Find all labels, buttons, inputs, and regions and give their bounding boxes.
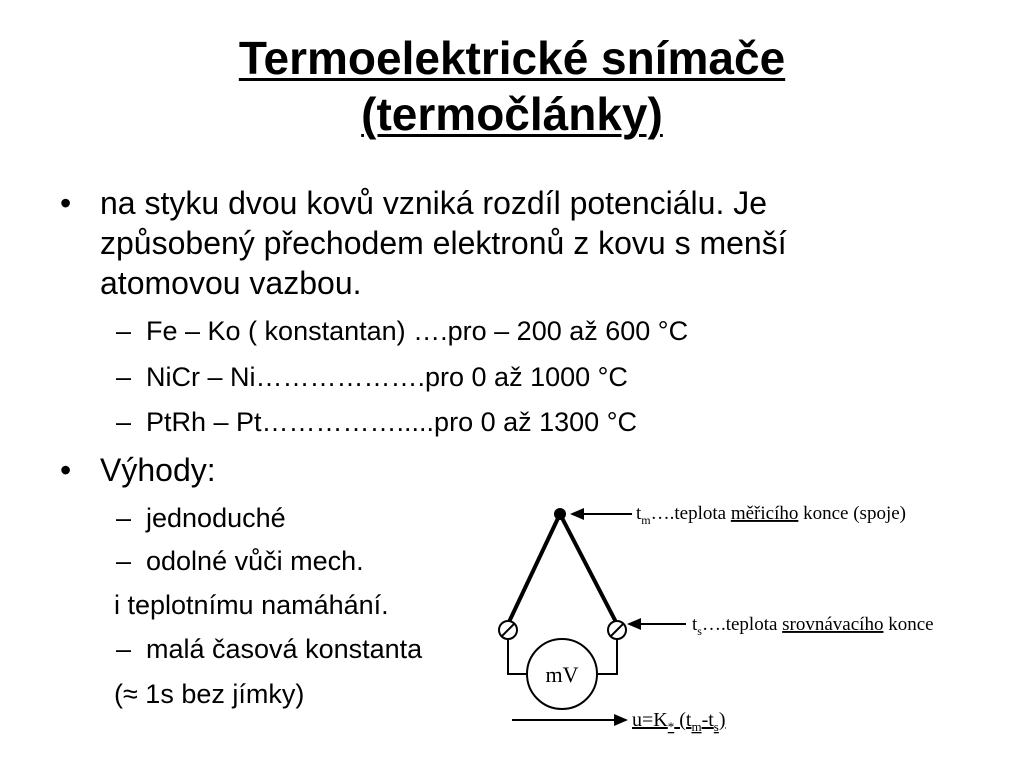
sub-bullet-nicr-ni bbox=[116, 360, 628, 394]
dash-marker: – bbox=[116, 362, 132, 392]
bullet-dot: • bbox=[60, 185, 72, 221]
advantage-simple: jednoduché bbox=[146, 503, 286, 533]
bullet-advantages bbox=[60, 450, 216, 490]
slide-title bbox=[0, 30, 1024, 142]
bullet-dot: • bbox=[60, 452, 72, 488]
sub-bullet-time-constant bbox=[116, 632, 423, 666]
advantage-resistant-continued: i teplotnímu namáhání. bbox=[114, 590, 389, 620]
advantages-label: Výhody: bbox=[100, 452, 216, 488]
advantage-time-constant-continued: (≈ 1s bez jímky) bbox=[114, 679, 305, 709]
arrow-ts-head bbox=[627, 618, 641, 630]
advantage-time-constant: malá časová konstanta bbox=[146, 634, 423, 664]
pair-ptrh-pt: PtRh – Pt…………….....pro 0 až 1300 °C bbox=[146, 407, 637, 437]
title-line-1: Termoelektrické snímače bbox=[238, 32, 786, 84]
wire-left bbox=[508, 514, 560, 624]
arrow-tm-head bbox=[570, 508, 584, 520]
dash-marker: – bbox=[116, 316, 132, 346]
dash-marker: – bbox=[116, 634, 132, 664]
pair-fe-ko: Fe – Ko ( konstantan) ….pro – 200 až 600 °C bbox=[146, 316, 689, 346]
bullet-intro bbox=[60, 183, 980, 303]
lead-left bbox=[508, 639, 527, 674]
label-ts: $t_s\dots.teplota$ srovnávacího konce bbox=[692, 614, 934, 638]
sub-bullet-resistant bbox=[116, 544, 364, 578]
pair-nicr-ni: NiCr – Ni……………….pro 0 až 1000 °C bbox=[146, 362, 628, 392]
dash-marker: – bbox=[116, 407, 132, 437]
sub-bullet-simple bbox=[116, 501, 286, 535]
thermocouple-diagram bbox=[480, 488, 1010, 748]
intro-line-1: na styku dvou kovů vzniká rozdíl potenciálu. Je bbox=[100, 185, 768, 221]
meter-label: mV bbox=[545, 662, 579, 687]
lead-right bbox=[598, 639, 617, 674]
formula: $u=K_*$ $(t_m-t_s)$ bbox=[632, 709, 726, 734]
intro-line-3: atomovou vazbou. bbox=[100, 265, 362, 301]
arrow-output-head bbox=[614, 714, 628, 726]
label-tm: $t_m\dots.teplota$ měřicího konce (spoje) bbox=[636, 503, 906, 527]
dash-marker: – bbox=[116, 546, 132, 576]
advantage-resistant: odolné vůči mech. bbox=[146, 546, 364, 576]
title-line-2: (termočlánky) bbox=[361, 88, 663, 140]
intro-line-2: způsobený přechodem elektronů z kovu s menší bbox=[100, 225, 787, 261]
dash-marker: – bbox=[116, 503, 132, 533]
sub-bullet-ptrh-pt bbox=[116, 405, 637, 439]
measuring-junction bbox=[554, 508, 566, 520]
sub-bullet-fe-ko bbox=[116, 314, 689, 348]
wire-right bbox=[560, 514, 617, 624]
